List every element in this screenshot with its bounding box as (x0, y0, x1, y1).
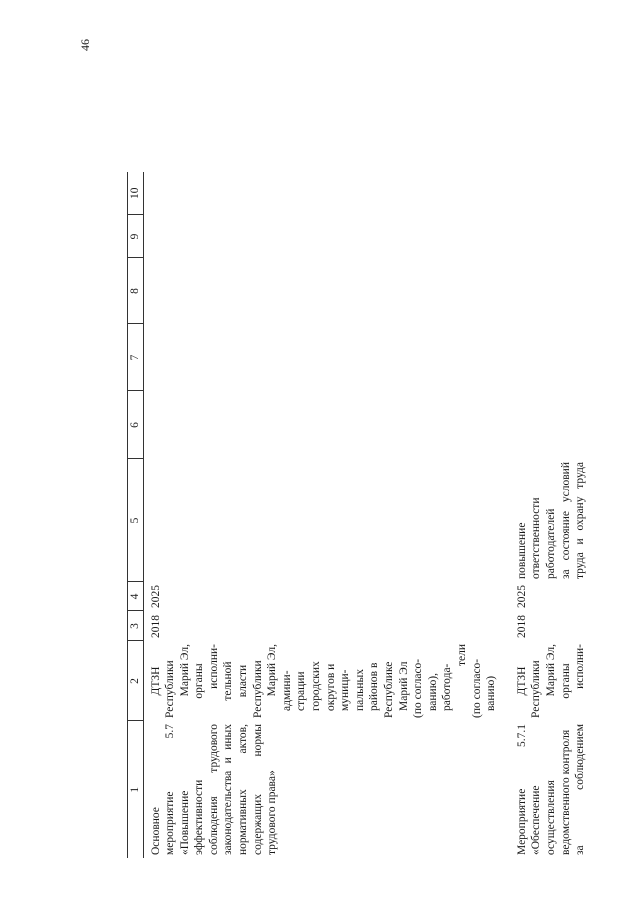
text-line: трудового права» (266, 770, 279, 855)
text-line: нормативных актов, (237, 724, 250, 855)
text-line: эффективности (193, 779, 206, 855)
text-line: за соблюдением (574, 724, 587, 855)
table-cell (149, 215, 499, 258)
text-line: работода- (441, 663, 454, 711)
text-line (515, 724, 530, 855)
text-line: ведомственного контроля (559, 729, 572, 855)
text-line: работодателей (544, 508, 557, 579)
activity-name-cell (149, 721, 499, 858)
text-line: Марий Эл, (544, 644, 557, 697)
activity-name-cell (515, 721, 588, 858)
text-line: муници- (339, 669, 352, 711)
table-row (515, 172, 588, 858)
start-year-cell: 2018 (149, 615, 162, 638)
text-line: тели (455, 644, 468, 667)
table-cell (515, 391, 588, 459)
text-line: тельной (222, 661, 235, 701)
text-line: Марий Эл (397, 661, 410, 711)
text-line: органы (559, 663, 572, 699)
table-cell (149, 391, 499, 459)
column-number-row (128, 172, 144, 858)
table-cell (149, 258, 499, 324)
activity-code: 5.7.1 (515, 724, 528, 747)
column-header: 3 (128, 611, 144, 641)
text-line: ДТЗН (515, 666, 528, 696)
text-line: округов и (324, 663, 337, 711)
executor-cell (149, 641, 499, 721)
text-line (163, 724, 178, 855)
column-header: 7 (128, 324, 144, 391)
table-cell (515, 215, 588, 258)
text-line: мероприятие (164, 791, 177, 855)
column-header: 4 (128, 582, 144, 611)
text-line: органы (193, 663, 206, 699)
table-row (149, 172, 499, 858)
text-line: Республики (251, 660, 264, 718)
text-line: осуществления (544, 780, 557, 855)
text-line: «Обеспечение (530, 785, 543, 855)
table-cell (149, 172, 499, 215)
text-line: труда и охрану труда (574, 462, 587, 579)
text-line: исполни- (207, 644, 220, 689)
column-header: 9 (128, 215, 144, 258)
text-line: власти (237, 664, 250, 698)
text-line: соблюдения трудового (207, 724, 220, 855)
text-line: страции (295, 671, 308, 711)
program-activities-table (127, 172, 588, 858)
text-line: городских (310, 661, 323, 711)
text-line: Основное (149, 807, 162, 855)
column-header: 10 (128, 172, 144, 215)
text-line: Республики (530, 660, 543, 718)
text-line: Марий Эл, (266, 644, 279, 697)
table-cell (515, 172, 588, 215)
end-year-cell: 2025 (149, 585, 162, 608)
column-header: 5 (128, 459, 144, 582)
column-header: 8 (128, 258, 144, 324)
text-line: исполни- (574, 644, 587, 689)
text-line: ответственности (530, 497, 543, 579)
text-line: «Повышение (178, 790, 191, 855)
text-line: (по согласо- (412, 658, 425, 718)
table-row (499, 172, 515, 858)
expected-result-cell (515, 459, 588, 582)
end-year-cell: 2025 (515, 585, 528, 608)
expected-result-cell (149, 459, 499, 582)
page-number: 46 (78, 39, 92, 51)
text-line: пальных (353, 669, 366, 711)
text-line: Республике (383, 661, 395, 718)
text-line: ванию), (426, 673, 439, 711)
text-line: за состояние условий (559, 462, 572, 579)
start-year-cell: 2018 (515, 615, 528, 638)
text-line: Марий Эл, (178, 644, 191, 697)
executor-cell (515, 641, 588, 721)
text-line: районов в (368, 662, 381, 711)
table-cell (149, 324, 499, 391)
text-line: Республики (164, 660, 177, 718)
table-cell (515, 324, 588, 391)
text-line: (по согласо- (470, 658, 483, 718)
column-header: 2 (128, 641, 144, 721)
text-line: законодательства и иных (222, 724, 235, 855)
text-line: Мероприятие (515, 788, 528, 855)
text-line: ДТЗН (149, 666, 162, 696)
column-header: 6 (128, 391, 144, 459)
text-line: повышение (515, 522, 528, 579)
text-line: содержащих нормы (251, 724, 264, 855)
text-line: админи- (280, 670, 293, 711)
column-header: 1 (128, 721, 144, 858)
table-cell (515, 258, 588, 324)
text-line: ванию) (485, 675, 498, 711)
activity-code: 5.7 (164, 724, 177, 739)
